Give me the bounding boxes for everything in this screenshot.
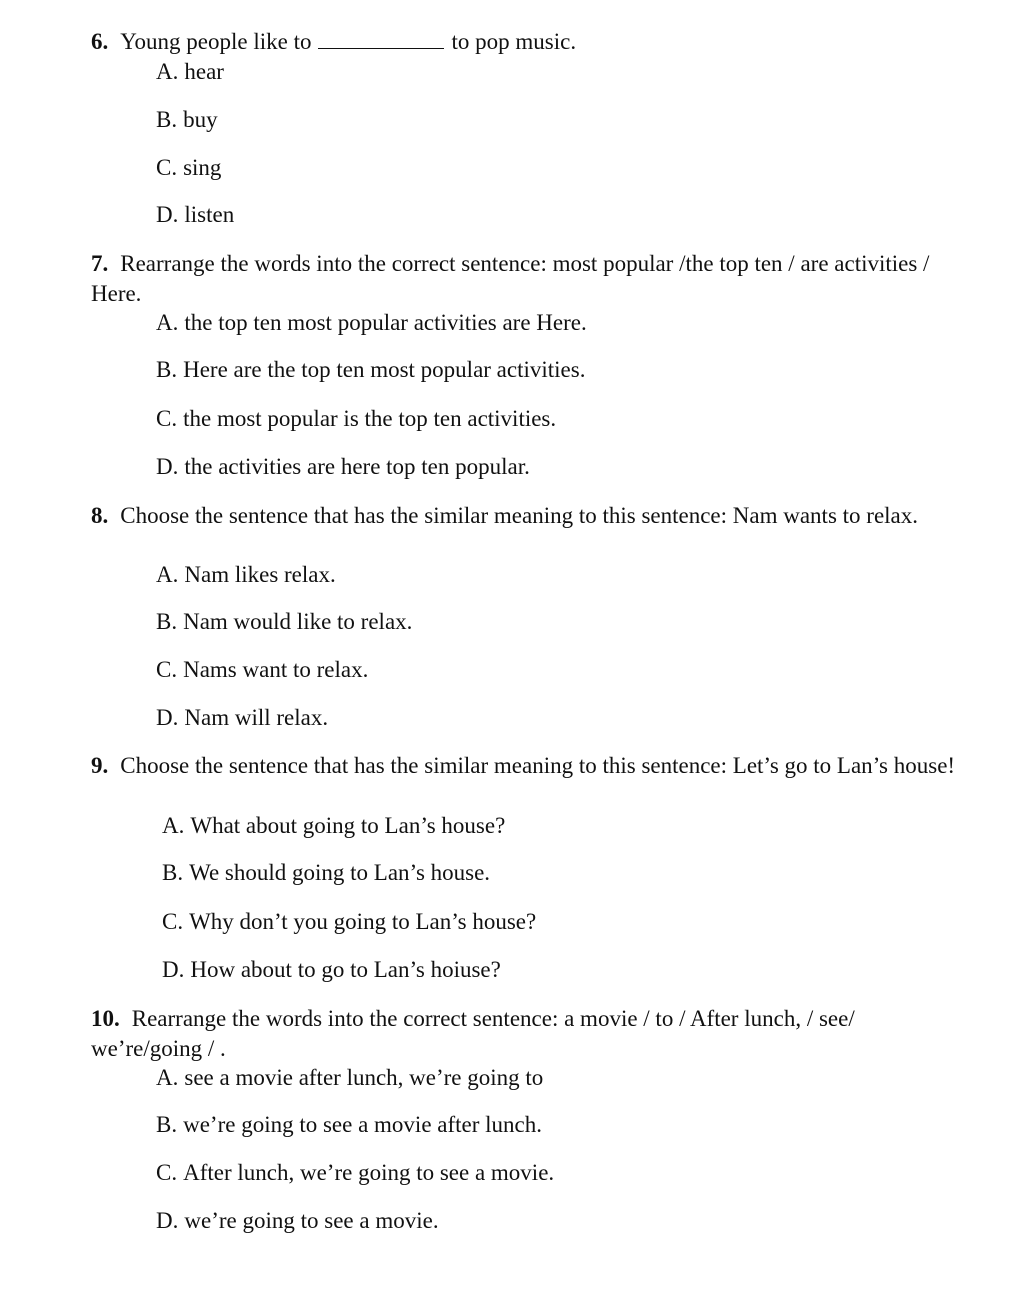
- option-text: sing: [183, 155, 222, 180]
- option-text: What about going to Lan’s house?: [190, 813, 506, 838]
- question-8-option-a: [156, 561, 336, 589]
- option-text: How about to go to Lan’s hoiuse?: [190, 957, 501, 982]
- question-8-option-d: [156, 704, 328, 732]
- option-text: We should going to Lan’s house.: [189, 860, 491, 885]
- question-6-option-b: [156, 106, 218, 134]
- option-text: the top ten most popular activities are Here.: [184, 310, 587, 335]
- option-letter: C.: [156, 406, 178, 431]
- option-text: Nam will relax.: [184, 705, 329, 730]
- option-text: Nams want to relax.: [183, 657, 369, 682]
- option-letter: B.: [156, 107, 178, 132]
- option-text: buy: [183, 107, 218, 132]
- option-text: Nam would like to relax.: [183, 609, 413, 634]
- stem-text: Rearrange the words into the correct sentence: most popular /the top ten / are activities / Here.: [91, 251, 930, 306]
- question-number: 10.: [91, 1006, 120, 1031]
- option-letter: D.: [156, 705, 179, 730]
- question-10-option-b: [156, 1111, 542, 1139]
- option-text: we’re going to see a movie after lunch.: [183, 1112, 543, 1137]
- question-6-option-a: [156, 58, 224, 86]
- option-letter: B.: [162, 860, 184, 885]
- stem-text: Choose the sentence that has the similar meaning to this sentence: Let’s go to Lan’s house!: [120, 753, 956, 778]
- option-letter: D.: [156, 454, 179, 479]
- question-8-stem: [91, 501, 981, 531]
- stem-text: Choose the sentence that has the similar meaning to this sentence: Nam wants to relax.: [120, 503, 919, 528]
- question-9-option-a: [162, 812, 505, 840]
- option-text: Why don’t you going to Lan’s house?: [189, 909, 537, 934]
- option-letter: C.: [156, 155, 178, 180]
- answer-blank: [318, 30, 444, 49]
- previous-line-fragment: [168, 0, 230, 4]
- option-letter: C.: [156, 657, 178, 682]
- option-text: Here are the top ten most popular activities.: [183, 357, 586, 382]
- option-letter: A.: [156, 1065, 179, 1090]
- question-number: 6.: [91, 29, 109, 54]
- question-number: 7.: [91, 251, 109, 276]
- option-letter: B.: [156, 357, 178, 382]
- question-9-stem: [91, 751, 1011, 781]
- question-number: 9.: [91, 753, 109, 778]
- question-8-option-c: [156, 656, 368, 684]
- question-6-option-c: [156, 154, 221, 182]
- question-number: 8.: [91, 503, 109, 528]
- question-6-stem: [91, 28, 576, 56]
- question-10-stem: [91, 1004, 966, 1064]
- option-letter: C.: [156, 1160, 178, 1185]
- option-letter: B.: [156, 1112, 178, 1137]
- stem-text-before-blank: Young people like to: [120, 29, 312, 54]
- question-7-option-a: [156, 309, 587, 337]
- option-letter: A.: [162, 813, 185, 838]
- question-7-option-d: [156, 453, 530, 481]
- option-text: hear: [184, 59, 224, 84]
- option-text: listen: [184, 202, 235, 227]
- stem-text-after-blank: to pop music.: [451, 29, 577, 54]
- question-9-option-d: [162, 956, 501, 984]
- option-letter: C.: [162, 909, 184, 934]
- question-8-option-b: [156, 608, 412, 636]
- option-text: we’re going to see a movie.: [184, 1208, 439, 1233]
- option-text: the most popular is the top ten activities.: [183, 406, 557, 431]
- option-letter: B.: [156, 609, 178, 634]
- question-7-option-b: [156, 356, 585, 384]
- question-9-option-b: [162, 859, 490, 887]
- option-text: the activities are here top ten popular.: [184, 454, 530, 479]
- option-letter: D.: [162, 957, 185, 982]
- option-letter: D.: [156, 202, 179, 227]
- stem-text: Rearrange the words into the correct sentence: a movie / to / After lunch, / see/ we’re/going / .: [91, 1006, 855, 1061]
- question-10-option-c: [156, 1159, 554, 1187]
- option-text: see a movie after lunch, we’re going to: [184, 1065, 544, 1090]
- question-6-option-d: [156, 201, 234, 229]
- question-7-option-c: [156, 405, 556, 433]
- question-10-option-d: [156, 1207, 439, 1235]
- question-9-option-c: [162, 908, 536, 936]
- option-letter: A.: [156, 310, 179, 335]
- option-text: After lunch, we’re going to see a movie.: [183, 1160, 555, 1185]
- option-letter: A.: [156, 562, 179, 587]
- option-letter: A.: [156, 59, 179, 84]
- question-7-stem: [91, 249, 951, 309]
- option-text: Nam likes relax.: [184, 562, 336, 587]
- option-letter: D.: [156, 1208, 179, 1233]
- question-10-option-a: [156, 1064, 543, 1092]
